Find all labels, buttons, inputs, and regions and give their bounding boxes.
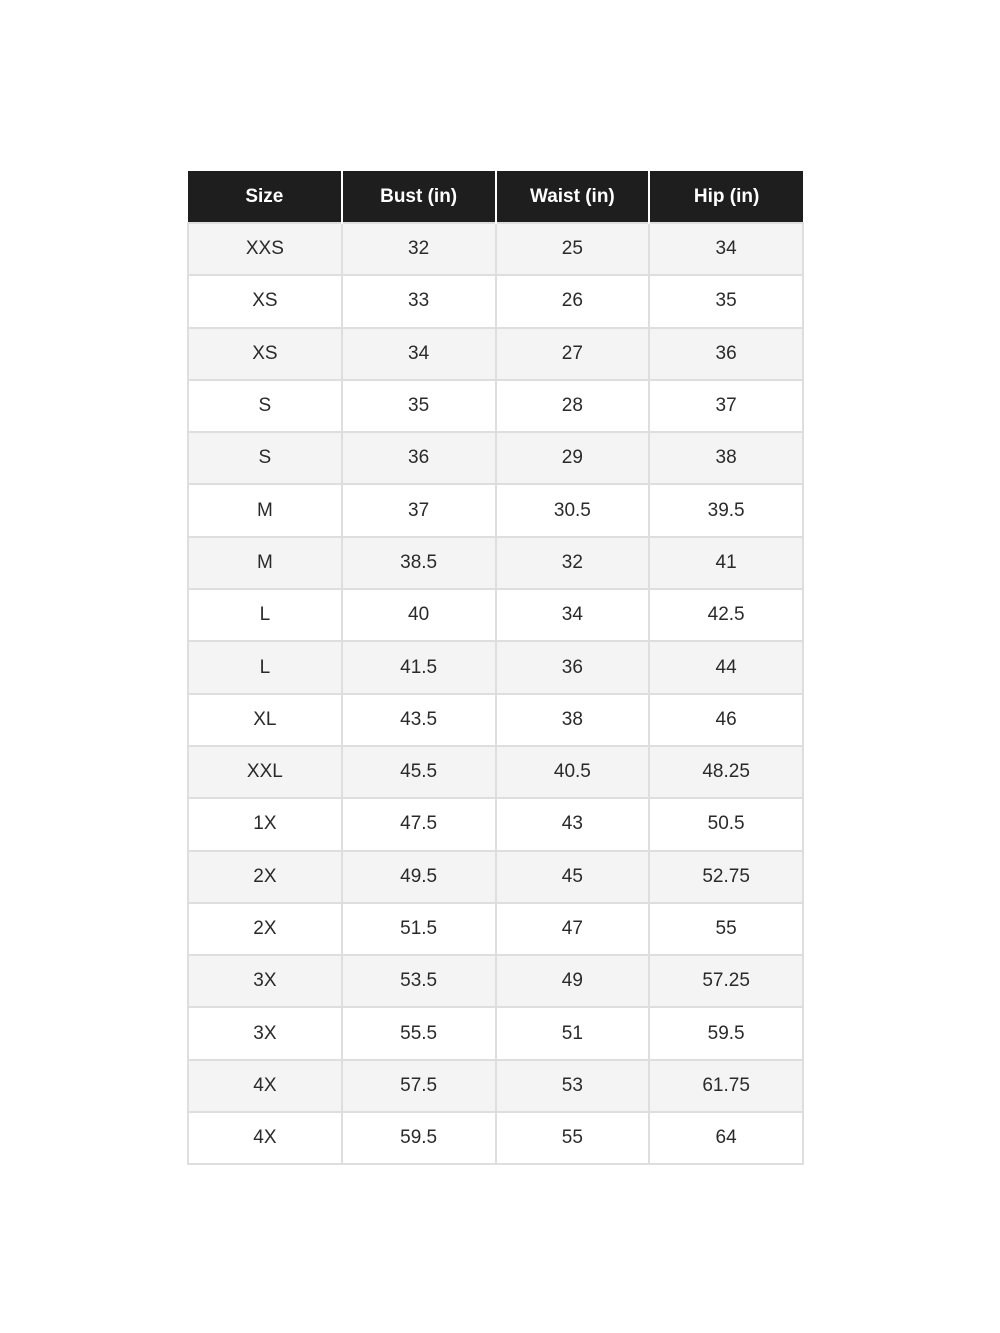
cell-hip: 50.5 xyxy=(649,798,803,850)
header-bust: Bust (in) xyxy=(342,171,496,223)
cell-size: 4X xyxy=(188,1112,342,1164)
cell-size: 4X xyxy=(188,1060,342,1112)
cell-size: L xyxy=(188,641,342,693)
cell-hip: 46 xyxy=(649,694,803,746)
cell-waist: 34 xyxy=(496,589,650,641)
cell-bust: 33 xyxy=(342,275,496,327)
table-row xyxy=(188,903,803,955)
cell-bust: 36 xyxy=(342,432,496,484)
cell-hip: 35 xyxy=(649,275,803,327)
cell-hip: 61.75 xyxy=(649,1060,803,1112)
table-header xyxy=(188,171,803,223)
cell-size: M xyxy=(188,537,342,589)
cell-size: 2X xyxy=(188,851,342,903)
cell-size: 3X xyxy=(188,1007,342,1059)
cell-waist: 43 xyxy=(496,798,650,850)
cell-size: 3X xyxy=(188,955,342,1007)
cell-bust: 57.5 xyxy=(342,1060,496,1112)
cell-size: XXL xyxy=(188,746,342,798)
table-row xyxy=(188,694,803,746)
cell-hip: 48.25 xyxy=(649,746,803,798)
cell-waist: 27 xyxy=(496,328,650,380)
cell-waist: 26 xyxy=(496,275,650,327)
cell-waist: 38 xyxy=(496,694,650,746)
cell-bust: 55.5 xyxy=(342,1007,496,1059)
table-row xyxy=(188,589,803,641)
cell-bust: 34 xyxy=(342,328,496,380)
cell-bust: 49.5 xyxy=(342,851,496,903)
cell-bust: 40 xyxy=(342,589,496,641)
cell-bust: 38.5 xyxy=(342,537,496,589)
table-body xyxy=(188,223,803,1164)
cell-hip: 39.5 xyxy=(649,484,803,536)
cell-waist: 36 xyxy=(496,641,650,693)
table-row xyxy=(188,1112,803,1164)
table-row xyxy=(188,746,803,798)
cell-waist: 51 xyxy=(496,1007,650,1059)
cell-bust: 47.5 xyxy=(342,798,496,850)
cell-bust: 53.5 xyxy=(342,955,496,1007)
cell-hip: 42.5 xyxy=(649,589,803,641)
size-chart-table xyxy=(187,171,804,1165)
table-row xyxy=(188,275,803,327)
cell-hip: 57.25 xyxy=(649,955,803,1007)
table-row xyxy=(188,851,803,903)
table-row xyxy=(188,484,803,536)
cell-size: M xyxy=(188,484,342,536)
header-size: Size xyxy=(188,171,342,223)
cell-size: XS xyxy=(188,328,342,380)
table-row xyxy=(188,955,803,1007)
header-hip: Hip (in) xyxy=(649,171,803,223)
cell-waist: 49 xyxy=(496,955,650,1007)
table-row xyxy=(188,328,803,380)
cell-size: XXS xyxy=(188,223,342,275)
cell-waist: 53 xyxy=(496,1060,650,1112)
cell-hip: 55 xyxy=(649,903,803,955)
cell-hip: 36 xyxy=(649,328,803,380)
table-row xyxy=(188,1007,803,1059)
cell-bust: 41.5 xyxy=(342,641,496,693)
cell-bust: 43.5 xyxy=(342,694,496,746)
cell-hip: 64 xyxy=(649,1112,803,1164)
table-row xyxy=(188,380,803,432)
cell-hip: 34 xyxy=(649,223,803,275)
cell-bust: 45.5 xyxy=(342,746,496,798)
cell-size: XS xyxy=(188,275,342,327)
cell-size: S xyxy=(188,380,342,432)
cell-waist: 29 xyxy=(496,432,650,484)
cell-hip: 59.5 xyxy=(649,1007,803,1059)
table-row xyxy=(188,537,803,589)
cell-hip: 52.75 xyxy=(649,851,803,903)
cell-bust: 37 xyxy=(342,484,496,536)
cell-hip: 37 xyxy=(649,380,803,432)
header-row xyxy=(188,171,803,223)
table-row xyxy=(188,1060,803,1112)
cell-bust: 32 xyxy=(342,223,496,275)
cell-size: S xyxy=(188,432,342,484)
cell-bust: 51.5 xyxy=(342,903,496,955)
cell-size: XL xyxy=(188,694,342,746)
table-row xyxy=(188,432,803,484)
cell-waist: 25 xyxy=(496,223,650,275)
cell-hip: 38 xyxy=(649,432,803,484)
table-row xyxy=(188,641,803,693)
cell-waist: 28 xyxy=(496,380,650,432)
cell-waist: 55 xyxy=(496,1112,650,1164)
cell-waist: 47 xyxy=(496,903,650,955)
table-row xyxy=(188,223,803,275)
cell-size: 1X xyxy=(188,798,342,850)
cell-hip: 44 xyxy=(649,641,803,693)
cell-waist: 40.5 xyxy=(496,746,650,798)
cell-bust: 59.5 xyxy=(342,1112,496,1164)
cell-bust: 35 xyxy=(342,380,496,432)
cell-waist: 30.5 xyxy=(496,484,650,536)
cell-hip: 41 xyxy=(649,537,803,589)
cell-size: L xyxy=(188,589,342,641)
table-row xyxy=(188,798,803,850)
header-waist: Waist (in) xyxy=(496,171,650,223)
cell-size: 2X xyxy=(188,903,342,955)
cell-waist: 32 xyxy=(496,537,650,589)
cell-waist: 45 xyxy=(496,851,650,903)
